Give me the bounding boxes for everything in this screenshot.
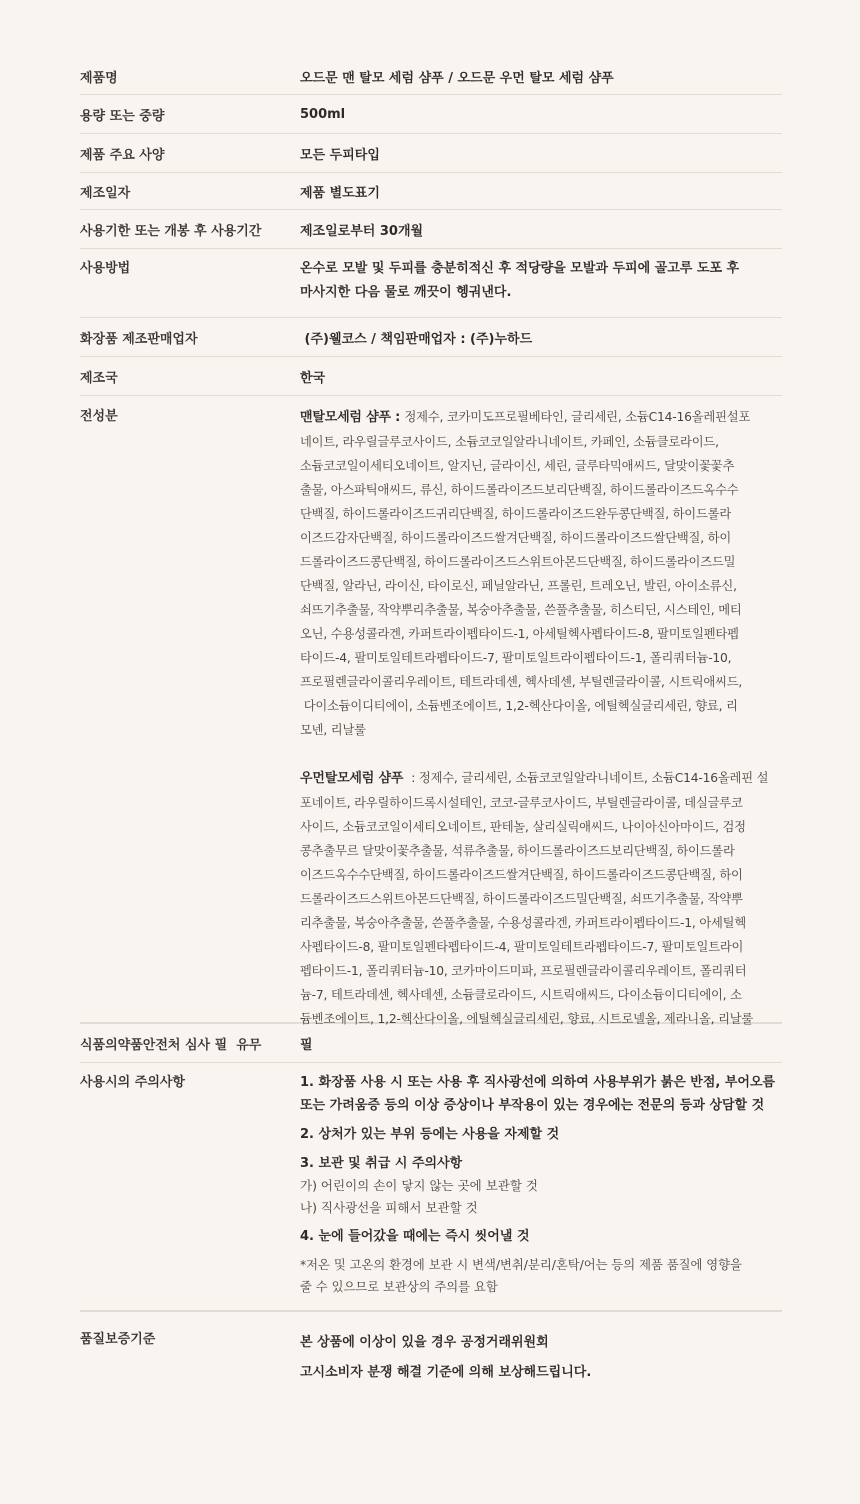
caution-item-1-line-2: 또는 가려움증 등의 이상 증상이나 부작용이 있는 경우에는 전문의 등과 상담할 것 <box>300 1098 765 1113</box>
value-expiry: 제조일로부터 30개월 <box>300 223 424 239</box>
caution-item-3-b: 나) 직사광선을 피해서 보관할 것 <box>300 1200 478 1215</box>
ingredients-women-line: 콩추출무르 달맞이꽃추출물, 석류추출물, 하이드롤라이즈드보리단백질, 하이드롤라 <box>300 844 735 858</box>
row-expiry <box>80 210 782 249</box>
ingredients-men-line: 소듐코코일이세티오네이트, 알지닌, 글라이신, 세린, 글루타믹애씨드, 달맞이꽃꽃추 <box>300 459 735 473</box>
ingredients-men-line: 오닌, 수용성콜라겐, 카퍼트라이펩타이드-1, 아세틸헥사펩타이드-8, 팔미토일펜타펩 <box>300 627 739 641</box>
ingredients-women-line: 듐벤조에이트, 1,2-헥산다이올, 에틸헥실글리세린, 향료, 시트로넬올, 제라니올, 리날룰 <box>300 1012 754 1026</box>
caution-item-3: 3. 보관 및 취급 시 주의사항 <box>300 1156 463 1171</box>
ingredients-women-line: 우먼탈모세럼 샴푸 : 정제수, 글리세린, 소듐코코일알라니네이트, 소듐C14-16올레핀 설 <box>300 771 769 786</box>
value-country: 한국 <box>300 370 326 386</box>
label-mfg-date: 제조일자 <box>80 185 131 201</box>
ingredients-women-line: 드롤라이즈드스위트아몬드단백질, 하이드롤라이즈드밀단백질, 쇠뜨기추출물, 작약뿌 <box>300 892 743 906</box>
label-product-name: 제품명 <box>80 70 118 86</box>
label-mfds: 식품의약품안전처 심사 필 유무 <box>80 1037 262 1053</box>
ingredients-men-line: 단백질, 알라닌, 라이신, 타이로신, 페닐알라닌, 프롤린, 트레오닌, 발린, 아이소류신, <box>300 579 737 593</box>
value-mfg-date: 제품 별도표기 <box>300 185 380 201</box>
value-warranty <box>300 1328 782 1408</box>
ingredients-men-line: 타이드-4, 팔미토일테트라펩타이드-7, 팔미토일트라이펩타이드-1, 폴리쿼터늄-10, <box>300 651 732 665</box>
ingredients-men-line: 쇠뜨기추출물, 작약뿌리추출물, 복숭아추출물, 쓴풀추출물, 히스티딘, 시스테인, 메티 <box>300 603 742 617</box>
ingredients-men-line: 드롤라이즈드콩단백질, 하이드롤라이즈드스위트아몬드단백질, 하이드롤라이즈드밀 <box>300 555 736 569</box>
ingredients-men-line: 다이소듐이디티에이, 소듐벤조에이트, 1,2-헥산다이올, 에틸헥실글리세린, 향료, 리 <box>300 699 738 713</box>
value-product-name: 오드문 맨 탈모 세럼 샴푸 / 오드문 우먼 탈모 세럼 샴푸 <box>300 70 614 86</box>
label-expiry: 사용기한 또는 개봉 후 사용기간 <box>80 223 262 239</box>
label-warranty: 품질보증기준 <box>80 1332 156 1347</box>
row-warranty <box>80 1312 782 1408</box>
row-caution <box>80 1063 782 1312</box>
row-mfg-date <box>80 173 782 210</box>
row-usage <box>80 249 782 318</box>
row-seller <box>80 318 782 357</box>
ingredients-women-title: 우먼탈모세럼 샴푸 <box>300 771 408 786</box>
value-volume: 500ml <box>300 106 346 122</box>
usage-line-2: 마사지한 다음 물로 깨끗이 헹궈낸다. <box>300 285 512 300</box>
warranty-line-2: 고시소비자 분쟁 해결 기준에 의해 보상해드립니다. <box>300 1365 592 1380</box>
label-volume: 용량 또는 중량 <box>80 108 165 124</box>
caution-note-line-1: *저온 및 고온의 환경에 보관 시 변색/변취/분리/혼탁/어는 등의 제품 품질에 영향을 <box>300 1258 742 1272</box>
value-seller: (주)웰코스 / 책임판매업자 : (주)누하드 <box>300 331 533 347</box>
caution-item-4: 4. 눈에 들어갔을 때에는 즉시 씻어낼 것 <box>300 1229 530 1244</box>
ingredients-women-line: 늄-7, 테트라데센, 헥사데센, 소듐클로라이드, 시트릭애씨드, 다이소듐이디티에이, 소 <box>300 988 742 1002</box>
label-caution: 사용시의 주의사항 <box>80 1075 185 1090</box>
ingredients-women-line: 사이드, 소듐코코일이세티오네이트, 판테놀, 살리실릭애씨드, 나이아신아마이드, 검정 <box>300 820 746 834</box>
ingredients-men-line: 모넨, 리날룰 <box>300 723 366 737</box>
ingredients-women <box>300 766 782 1031</box>
caution-item-1-line-1: 1. 화장품 사용 시 또는 사용 후 직사광선에 의하여 사용부위가 붉은 반점, 부어오름 <box>300 1075 776 1090</box>
value-specs: 모든 두피타입 <box>300 147 380 163</box>
warranty-line-1: 본 상품에 이상이 있을 경우 공정거래위원회 <box>300 1335 549 1350</box>
ingredients-men-line: 단백질, 하이드롤라이즈드귀리단백질, 하이드롤라이즈드완두콩단백질, 하이드롤라 <box>300 507 732 521</box>
ingredients-men-line: 맨탈모세럼 샴푸 : 정제수, 코카미도프로필베타인, 글리세린, 소듐C14-16올레핀설포 <box>300 410 751 425</box>
ingredients-men-line: 출물, 아스파틱애씨드, 류신, 하이드롤라이즈드보리단백질, 하이드롤라이즈드옥수수 <box>300 483 739 497</box>
label-specs: 제품 주요 사양 <box>80 147 165 163</box>
value-caution <box>300 1071 782 1310</box>
ingredients-women-line: 포네이트, 라우릴하이드록시설테인, 코코-글루코사이드, 부틸렌글라이콜, 데실글루코 <box>300 796 743 810</box>
row-ingredients <box>80 396 782 1024</box>
ingredients-men-title: 맨탈모세럼 샴푸 : <box>300 410 405 425</box>
caution-item-3-a: 가) 어린이의 손이 닿지 않는 곳에 보관할 것 <box>300 1178 538 1193</box>
ingredients-men-line: 이즈드감자단백질, 하이드롤라이즈드쌀겨단백질, 하이드롤라이즈드쌀단백질, 하이 <box>300 531 732 545</box>
usage-line-1: 온수로 모발 및 두피를 충분히적신 후 적당량을 모발과 두피에 골고루 도포 후 <box>300 261 740 276</box>
ingredients-men <box>300 405 782 742</box>
caution-item-2: 2. 상처가 있는 부위 등에는 사용을 자제할 것 <box>300 1127 560 1142</box>
value-mfds: 필 <box>300 1037 313 1053</box>
value-usage <box>300 257 782 317</box>
caution-note-line-2: 줄 수 있으므로 보관상의 주의를 요함 <box>300 1280 498 1294</box>
row-country <box>80 357 782 396</box>
row-volume <box>80 95 782 134</box>
ingredients-men-line: 프로필렌글라이콜리우레이트, 테트라데센, 헥사데센, 부틸렌글라이콜, 시트릭애씨드, <box>300 675 743 689</box>
row-product-name <box>80 58 782 95</box>
ingredients-women-line: 리추출물, 복숭아추출물, 쓴풀추출물, 수용성콜라겐, 카퍼트라이펩타이드-1, 아세틸헥 <box>300 916 747 930</box>
ingredients-women-line: 사펩타이드-8, 팔미토일펜타펩타이드-4, 팔미토일테트라펩타이드-7, 팔미토일트라이 <box>300 940 744 954</box>
label-ingredients: 전성분 <box>80 409 118 424</box>
product-info-table <box>80 58 782 1408</box>
label-usage: 사용방법 <box>80 261 131 276</box>
ingredients-women-line: 이즈드옥수수단백질, 하이드롤라이즈드쌀겨단백질, 하이드롤라이즈드콩단백질, 하이 <box>300 868 743 882</box>
ingredients-men-line: 네이트, 라우릴글루코사이드, 소듐코코일알라니네이트, 카페인, 소듐클로라이드, <box>300 435 719 449</box>
label-country: 제조국 <box>80 370 118 386</box>
value-ingredients <box>300 405 782 1026</box>
ingredients-women-line: 펩타이드-1, 폴리쿼터늄-10, 코카마이드미파, 프로필렌글라이콜리우레이트, 폴리쿼터 <box>300 964 747 978</box>
label-seller: 화장품 제조판매업자 <box>80 331 198 347</box>
row-specs <box>80 134 782 173</box>
